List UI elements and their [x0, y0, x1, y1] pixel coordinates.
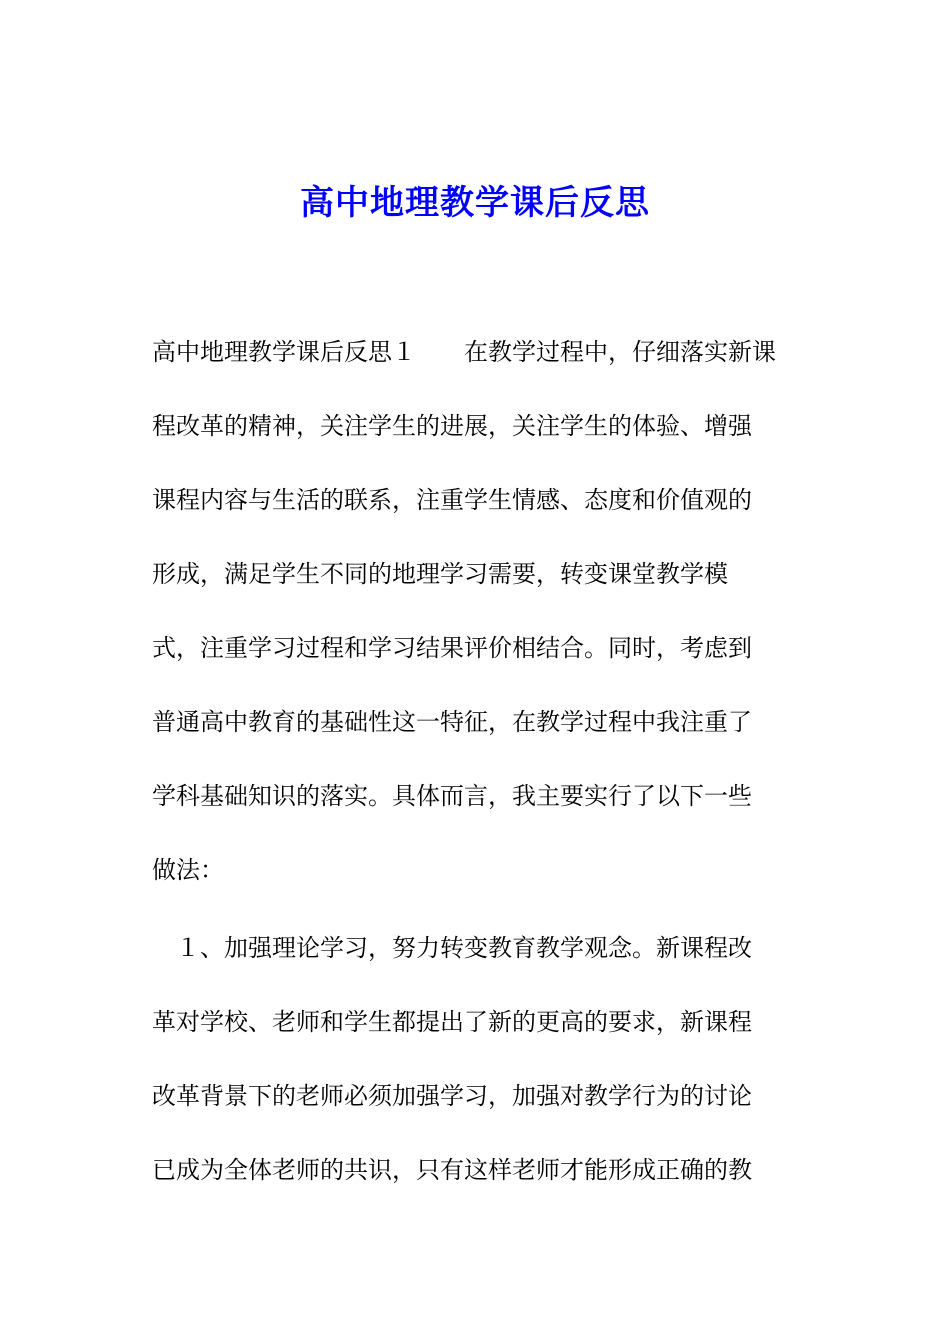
- body-line: 普通高中教育的基础性这一特征，在教学过程中我注重了: [152, 708, 752, 736]
- body-line: 已成为全体老师的共识，只有这样老师才能形成正确的教: [152, 1156, 752, 1184]
- body-line: １、加强理论学习，努力转变教育教学观念。新课程改: [152, 934, 752, 962]
- body-line: 高中地理教学课后反思１ 在教学过程中，仔细落实新课: [152, 338, 776, 366]
- body-line: 形成，满足学生不同的地理学习需要，转变课堂教学模: [152, 560, 728, 588]
- body-line: 做法：: [152, 856, 224, 884]
- body-line: 学科基础知识的落实。具体而言，我主要实行了以下一些: [152, 782, 752, 810]
- body-line: 改革背景下的老师必须加强学习，加强对教学行为的讨论: [152, 1082, 752, 1110]
- body-line: 式，注重学习过程和学习结果评价相结合。同时，考虑到: [152, 634, 752, 662]
- body-line: 革对学校、老师和学生都提出了新的更高的要求，新课程: [152, 1008, 752, 1036]
- body-line: 课程内容与生活的联系，注重学生情感、态度和价值观的: [152, 486, 752, 514]
- document-title: 高中地理教学课后反思: [300, 183, 650, 223]
- body-line: 程改革的精神，关注学生的进展，关注学生的体验、增强: [152, 412, 752, 440]
